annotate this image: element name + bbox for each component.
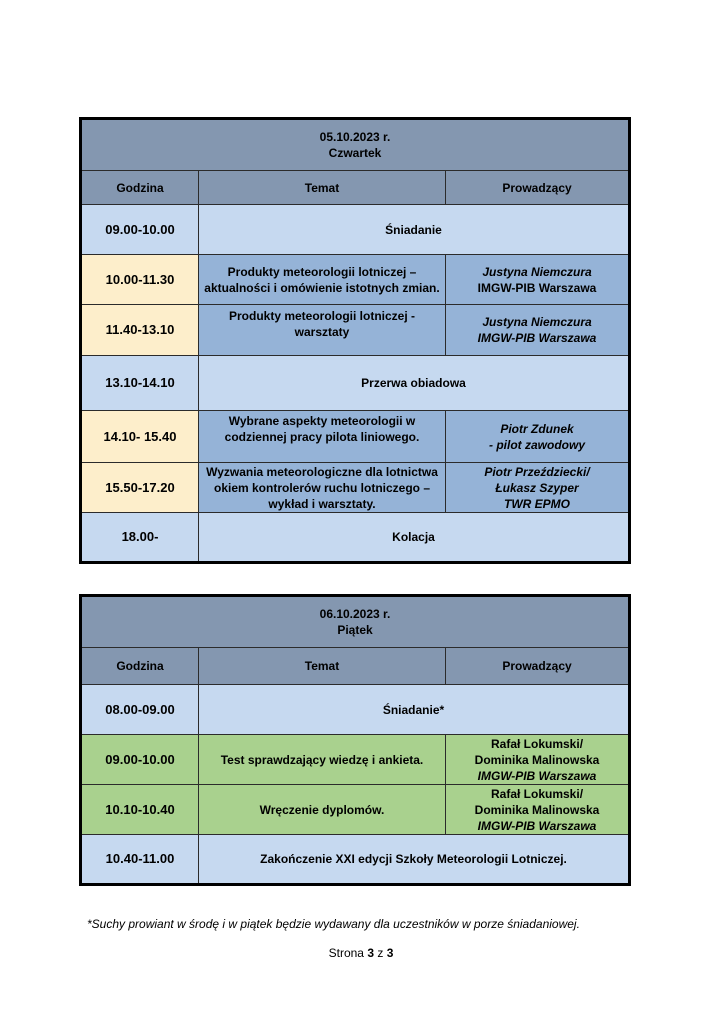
- schedule-table-day1: [79, 117, 631, 564]
- lead-line: Justyna Niemczura: [482, 264, 592, 279]
- lead-cell: [446, 411, 630, 463]
- topic-line: Wyzwania meteorologiczne dla lotnictwa: [206, 464, 438, 479]
- table-row: [81, 305, 630, 356]
- lead-line: TWR EPMO: [504, 496, 571, 511]
- time-cell: 09.00-10.00: [81, 735, 199, 785]
- topic-line: Produkty meteorologii lotniczej -: [228, 309, 416, 323]
- table-row: [81, 463, 630, 513]
- lead-line: Łukasz Szyper: [495, 480, 579, 495]
- day-header: [81, 119, 630, 171]
- table-row: [81, 255, 630, 305]
- lead-cell: [446, 463, 630, 513]
- topic-cell: Przerwa obiadowa: [199, 356, 630, 411]
- topic-cell: Zakończenie XXI edycji Szkoły Meteorologii Lotniczej.: [199, 835, 630, 885]
- topic-line: aktualności i omówienie istotnych zmian.: [204, 280, 440, 295]
- topic-cell: Śniadanie*: [199, 685, 630, 735]
- schedule-table-day2: [79, 594, 631, 886]
- time-cell: 09.00-10.00: [81, 205, 199, 255]
- page-number-total: 3: [386, 946, 394, 960]
- time-cell: 10.00-11.30: [81, 255, 199, 305]
- lead-line: Justyna Niemczura: [482, 315, 592, 329]
- footnote: *Suchy prowiant w środę i w piątek będzie wydawany dla uczestników w porze śniadaniowej.: [87, 917, 580, 931]
- topic-line: okiem kontrolerów ruchu lotniczego –: [213, 480, 431, 495]
- day-weekday: Czwartek: [328, 146, 382, 160]
- day-header: [81, 596, 630, 648]
- page-number-separator: z: [377, 946, 384, 960]
- lead-line: Dominika Malinowska: [474, 802, 600, 817]
- lead-line: Piotr Przeździecki/: [484, 464, 590, 479]
- lead-cell: [446, 735, 630, 785]
- topic-line: Produkty meteorologii lotniczej –: [227, 264, 417, 279]
- lead-line: Dominika Malinowska: [474, 752, 600, 767]
- lead-line: IMGW-PIB Warszawa: [477, 768, 597, 783]
- time-cell: 10.10-10.40: [81, 785, 199, 835]
- day-date: 06.10.2023 r.: [319, 607, 391, 621]
- time-cell: 11.40-13.10: [81, 305, 199, 356]
- lead-line: Piotr Zdunek: [500, 421, 574, 436]
- lead-line: Rafał Lokumski/: [491, 736, 584, 751]
- topic-cell: Test sprawdzający wiedzę i ankieta.: [199, 735, 446, 785]
- topic-line: warsztaty: [294, 325, 350, 339]
- lead-cell: [446, 305, 630, 356]
- topic-cell: Śniadanie: [199, 205, 630, 255]
- column-header-time: Godzina: [81, 648, 199, 685]
- time-cell: 08.00-09.00: [81, 685, 199, 735]
- lead-line: Rafał Lokumski/: [491, 786, 584, 801]
- lead-line: IMGW-PIB Warszawa: [477, 818, 597, 833]
- topic-cell: [199, 305, 446, 356]
- column-header-lead: Prowadzący: [446, 648, 630, 685]
- table-row: [81, 785, 630, 835]
- table-row: [81, 205, 630, 255]
- topic-cell: [199, 463, 446, 513]
- topic-line: Wybrane aspekty meteorologii w: [228, 414, 416, 428]
- page-number-prefix: Strona: [328, 946, 364, 960]
- column-header-topic: Temat: [199, 171, 446, 205]
- time-cell: 18.00-: [81, 513, 199, 563]
- table-row: [81, 411, 630, 463]
- time-cell: 15.50-17.20: [81, 463, 199, 513]
- lead-cell: [446, 785, 630, 835]
- topic-cell: Wręczenie dyplomów.: [199, 785, 446, 835]
- day-weekday: Piątek: [337, 623, 373, 637]
- topic-line: wykład i warsztaty.: [268, 496, 376, 511]
- table-row: [81, 513, 630, 563]
- column-header-time: Godzina: [81, 171, 199, 205]
- lead-line: IMGW-PIB Warszawa: [477, 331, 597, 345]
- table-row: [81, 685, 630, 735]
- topic-line: codziennej pracy pilota liniowego.: [224, 430, 420, 444]
- day-date: 05.10.2023 r.: [319, 130, 391, 144]
- lead-line: - pilot zawodowy: [489, 437, 586, 452]
- table-row: [81, 835, 630, 885]
- time-cell: 13.10-14.10: [81, 356, 199, 411]
- topic-cell: Kolacja: [199, 513, 630, 563]
- topic-cell: [199, 255, 446, 305]
- page-number: [0, 946, 722, 960]
- lead-cell: [446, 255, 630, 305]
- time-cell: 14.10- 15.40: [81, 411, 199, 463]
- time-cell: 10.40-11.00: [81, 835, 199, 885]
- topic-cell: [199, 411, 446, 463]
- page-number-current: 3: [367, 946, 374, 960]
- table-row: [81, 356, 630, 411]
- column-header-topic: Temat: [199, 648, 446, 685]
- lead-line: IMGW-PIB Warszawa: [477, 280, 597, 295]
- table-row: [81, 735, 630, 785]
- column-header-lead: Prowadzący: [446, 171, 630, 205]
